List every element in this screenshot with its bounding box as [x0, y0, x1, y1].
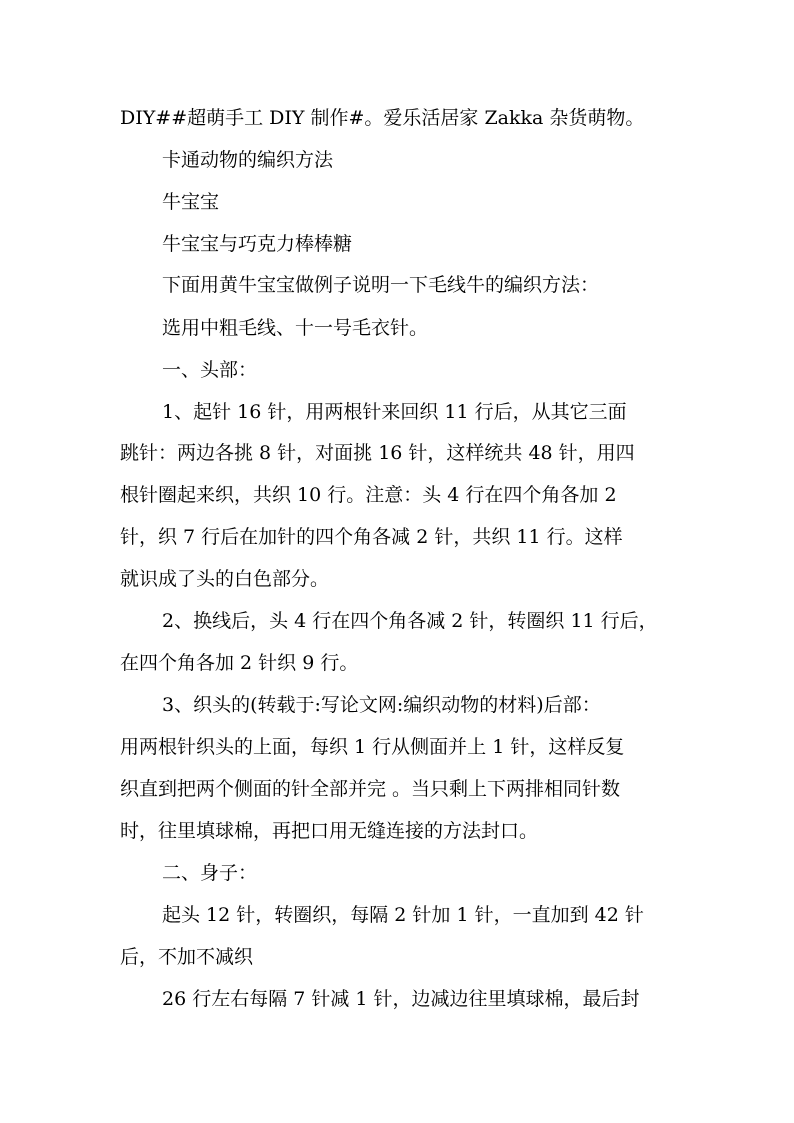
text-line: 就识成了头的白色部分。: [120, 568, 330, 590]
text-line-intro: DIY##超萌手工 DIY 制作#。爱乐活居家 Zakka 杂货萌物。: [120, 107, 645, 129]
text-line: 后，不加不减织: [120, 946, 254, 968]
text-line: 用两根针织头的上面，每织 1 行从侧面并上 1 针，这样反复: [120, 736, 625, 758]
text-line: 针，织 7 行后在加针的四个角各减 2 针，共织 11 行。这样: [120, 526, 623, 548]
text-line: 2、换线后，头 4 行在四个角各减 2 针，转圈织 11 行后，: [162, 610, 658, 632]
text-line-caption: 牛宝宝与巧克力棒棒糖: [162, 233, 353, 255]
text-line: 在四个角各加 2 针织 9 行。: [120, 652, 359, 674]
text-line-title: 卡通动物的编织方法: [162, 149, 334, 171]
text-line: 下面用黄牛宝宝做例子说明一下毛线牛的编织方法：: [162, 274, 600, 296]
text-line: 3、织头的(转载于:写论文网:编织动物的材料)后部：: [162, 694, 601, 716]
text-line: 织直到把两个侧面的针全部并完 。当只剩上下两排相同针数: [120, 778, 621, 800]
text-line: 选用中粗毛线、十一号毛衣针。: [162, 317, 429, 339]
section-heading-head: 一、头部：: [162, 359, 258, 381]
text-line: 跳针：两边各挑 8 针，对面挑 16 针，这样统共 48 针，用四: [120, 442, 635, 464]
text-line: 时，往里填球棉，再把口用无缝连接的方法封口。: [120, 820, 539, 842]
text-line: 起头 12 针，转圈织，每隔 2 针加 1 针，一直加到 42 针: [162, 904, 644, 926]
section-heading-body: 二、身子：: [162, 862, 258, 884]
text-line: 1、起针 16 针，用两根针来回织 11 行后，从其它三面: [162, 401, 627, 423]
text-line: 26 行左右每隔 7 针减 1 针，边减边往里填球棉，最后封: [162, 988, 640, 1010]
text-line-subtitle: 牛宝宝: [162, 191, 220, 213]
text-line: 根针圈起来织，共织 10 行。注意：头 4 行在四个角各加 2: [120, 484, 617, 506]
